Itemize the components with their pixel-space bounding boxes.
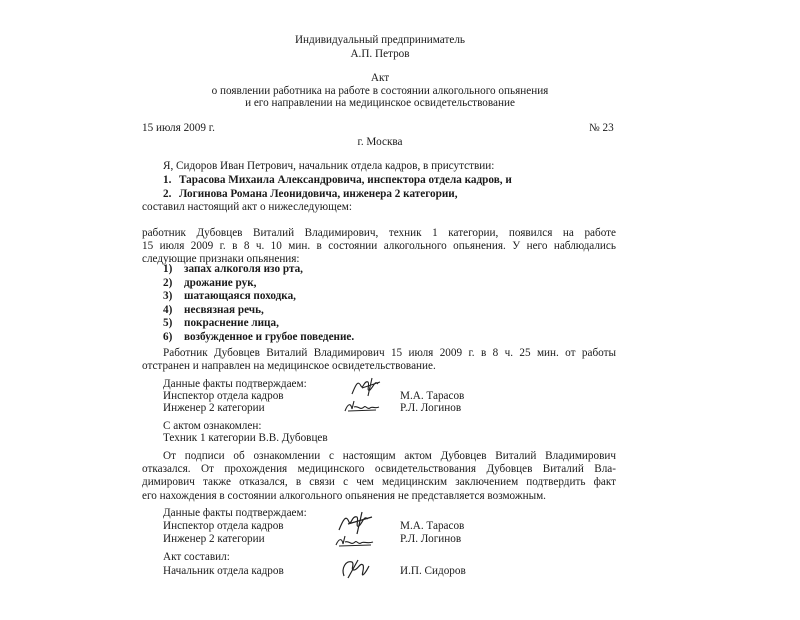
header-line-1: Индивидуальный предприниматель bbox=[294, 34, 466, 46]
witness-list bbox=[163, 174, 512, 201]
list-item-text: возбужденное и грубое поведение. bbox=[184, 330, 355, 343]
list-item-num: 3) bbox=[163, 290, 173, 302]
signer-name: М.А. Тарасов bbox=[400, 520, 465, 532]
signs-list bbox=[163, 263, 354, 344]
title-line-3: и его направлении на медицинское освидетельствование bbox=[245, 97, 515, 109]
list-item bbox=[163, 317, 354, 331]
paragraph-line: От подписи об ознакомлении с настоящим актом Дубовцев Виталий Владимирович bbox=[163, 450, 616, 462]
list-item-text: Тарасова Михаила Александровича, инспектора отдела кадров, и bbox=[179, 174, 512, 186]
intro-closing: составил настоящий акт о нижеследующем: bbox=[142, 201, 352, 213]
confirm-heading-2: Данные факты подтверждаем: bbox=[163, 507, 307, 519]
list-item-num: 4) bbox=[163, 303, 173, 316]
paragraph-line: димирович также отказался, в связи с чем медицинским заключением подтвердить факт bbox=[142, 476, 616, 489]
paragraph-line: Работник Дубовцев Виталий Владимирович 15 июля 2009 г. в 8 ч. 25 мин. от работы bbox=[163, 347, 616, 359]
list-item bbox=[163, 174, 512, 188]
list-item-num: 6) bbox=[163, 330, 173, 343]
signature-sidorov bbox=[338, 556, 372, 582]
doc-city: г. Москва bbox=[357, 136, 403, 148]
list-item-num: 2) bbox=[163, 276, 173, 289]
signature-loginov bbox=[333, 533, 377, 549]
list-item bbox=[163, 277, 354, 291]
paragraph-line: 15 июля 2009 г. в 8 ч. 10 мин. в состоянии алкогольного опьянения. У него наблюдались bbox=[142, 240, 616, 253]
acquainted-heading: С актом ознакомлен: bbox=[163, 420, 262, 432]
doc-number: № 23 bbox=[589, 122, 614, 134]
paragraph-line: отстранен и направлен на медицинское освидетельствование. bbox=[142, 360, 436, 373]
composer-name: И.П. Сидоров bbox=[400, 565, 466, 577]
list-item bbox=[163, 331, 354, 345]
title-act: Акт bbox=[370, 72, 390, 84]
body-paragraph-1 bbox=[142, 227, 616, 267]
paragraph-line: следующие признаки опьянения: bbox=[142, 253, 300, 266]
header-line-2: А.П. Петров bbox=[350, 48, 410, 60]
composed-heading: Акт составил: bbox=[163, 551, 230, 563]
intro-line: Я, Сидоров Иван Петрович, начальник отдела кадров, в присутствии: bbox=[163, 160, 495, 172]
acquainted-line: Техник 1 категории В.В. Дубовцев bbox=[163, 432, 328, 444]
list-item bbox=[163, 188, 512, 202]
list-item bbox=[163, 290, 354, 304]
list-item-num: 5) bbox=[163, 317, 173, 329]
paragraph-line: его нахождения в состоянии алкогольного опьянения не представляется возможным. bbox=[142, 489, 546, 502]
signer-role: Инспектор отдела кадров bbox=[163, 520, 284, 532]
confirm-heading-1: Данные факты подтверждаем: bbox=[163, 378, 307, 390]
signature-tarasov bbox=[348, 376, 386, 398]
list-item-num: 1. bbox=[163, 174, 172, 186]
signer-role: Инженер 2 категории bbox=[163, 533, 265, 545]
list-item-num: 1) bbox=[163, 263, 173, 275]
list-item bbox=[163, 304, 354, 318]
list-item-text: Логинова Романа Леонидовича, инженера 2 категории, bbox=[179, 187, 458, 200]
list-item bbox=[163, 263, 354, 277]
list-item-text: шатающаяся походка, bbox=[184, 290, 296, 302]
signer-name: Р.Л. Логинов bbox=[400, 533, 462, 545]
body-paragraph-2 bbox=[142, 347, 616, 373]
list-item-text: покраснение лица, bbox=[184, 317, 279, 329]
list-item-text: дрожание рук, bbox=[184, 276, 257, 289]
list-item-text: запах алкоголя изо рта, bbox=[184, 263, 303, 275]
paragraph-line: работник Дубовцев Виталий Владимирович, техник 1 категории, появился на работе bbox=[142, 227, 616, 239]
signer-name: Р.Л. Логинов bbox=[400, 402, 462, 414]
doc-date: 15 июля 2009 г. bbox=[142, 122, 215, 134]
title-line-2: о появлении работника на работе в состоянии алкогольного опьянения bbox=[211, 85, 549, 97]
signer-role: Инженер 2 категории bbox=[163, 402, 265, 414]
paragraph-line: отказался. От прохождения медицинского освидетельствования Дубовцев Виталий Вла- bbox=[142, 463, 616, 476]
signer-name: М.А. Тарасов bbox=[400, 390, 465, 402]
list-item-num: 2. bbox=[163, 187, 172, 200]
signature-loginov bbox=[342, 397, 382, 415]
body-paragraph-3 bbox=[142, 450, 616, 503]
list-item-text: несвязная речь, bbox=[184, 303, 264, 316]
composer-role: Начальник отдела кадров bbox=[163, 565, 284, 577]
signer-role: Инспектор отдела кадров bbox=[163, 390, 284, 402]
